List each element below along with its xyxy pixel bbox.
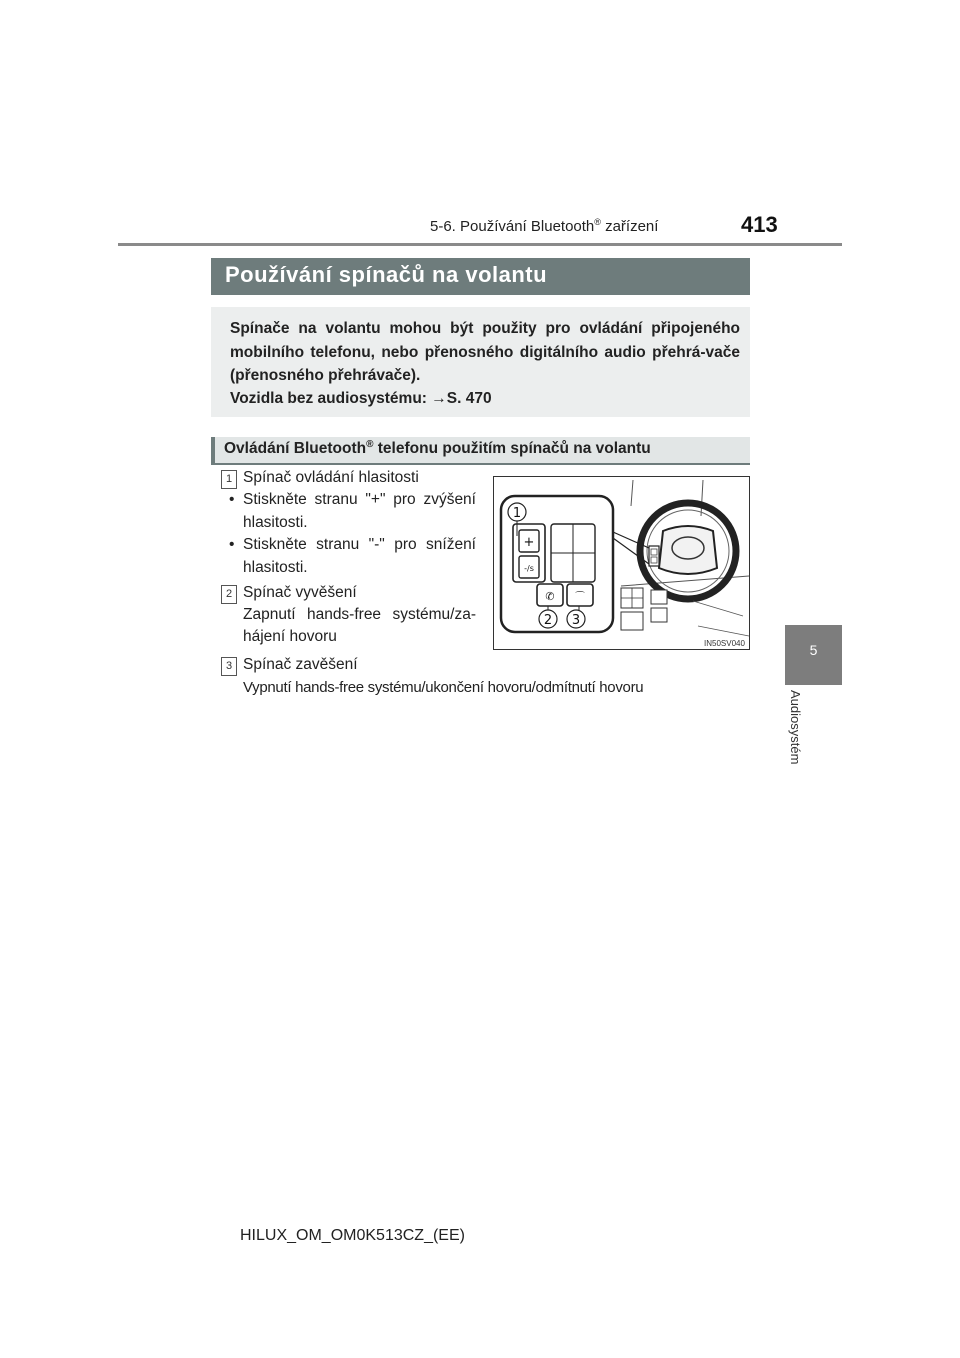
bullet-icon: • [229, 491, 235, 508]
figure-callout-1: 1 [512, 506, 522, 521]
arrow-icon: → [431, 390, 447, 407]
subheading-accent [211, 437, 215, 465]
item-title: Spínač vyvěšení [243, 584, 357, 601]
page-reference-link[interactable]: S. 470 [446, 390, 492, 407]
steering-wheel-switches-illustration [493, 476, 750, 650]
bullet-text-cont: hlasitosti. [243, 559, 308, 576]
item-number-badge: 1 [221, 470, 237, 489]
item-description-cont: hájení hovoru [243, 628, 337, 645]
bullet-text: Stiskněte stranu "+" pro zvýšení [243, 491, 476, 508]
svg-text:+: + [523, 535, 535, 550]
svg-text:-/s: -/s [524, 564, 534, 573]
item-description: Vypnutí hands-free systému/ukončení hovoru/odmítnutí hovoru [243, 679, 644, 696]
figure-callout-2: 2 [543, 613, 553, 628]
subheading: Ovládání Bluetooth® telefonu použitím spínačů na volantu [224, 439, 651, 458]
section-header: 5-6. Používání Bluetooth® zařízení [430, 217, 659, 235]
document-code: HILUX_OM_OM0K513CZ_(EE) [240, 1227, 465, 1244]
figure-callout-3: 3 [571, 613, 581, 628]
bullet-icon: • [229, 536, 235, 553]
bullet-text-cont: hlasitosti. [243, 514, 308, 531]
intro-text: Spínače na volantu mohou být použity pro ovládání připojeného mobilního telefonu, nebo přenosného digitálního audio přehrá-vače (přenosného přehrávače). [230, 320, 740, 384]
item-description: Zapnutí hands-free systému/za- [243, 606, 476, 623]
chapter-label: Audiosystém [788, 690, 803, 765]
svg-text:✆: ✆ [545, 590, 555, 603]
figure-code: IN50SV040 [704, 639, 745, 648]
svg-text:⌒: ⌒ [575, 592, 585, 603]
item-title: Spínač ovládání hlasitosti [243, 469, 419, 486]
item-title: Spínač zavěšení [243, 656, 358, 673]
item-number-badge: 3 [221, 657, 237, 676]
header-divider [118, 243, 842, 246]
intro-reference: Vozidla bez audiosystému: →S. 470 [230, 390, 492, 407]
item-number-badge: 2 [221, 585, 237, 604]
page-title: Používání spínačů na volantu [225, 262, 548, 287]
page-number: 413 [741, 212, 778, 237]
bullet-text: Stiskněte stranu "-" pro snížení [243, 536, 476, 553]
steering-wheel-icon [493, 476, 750, 650]
chapter-number: 5 [809, 642, 818, 658]
